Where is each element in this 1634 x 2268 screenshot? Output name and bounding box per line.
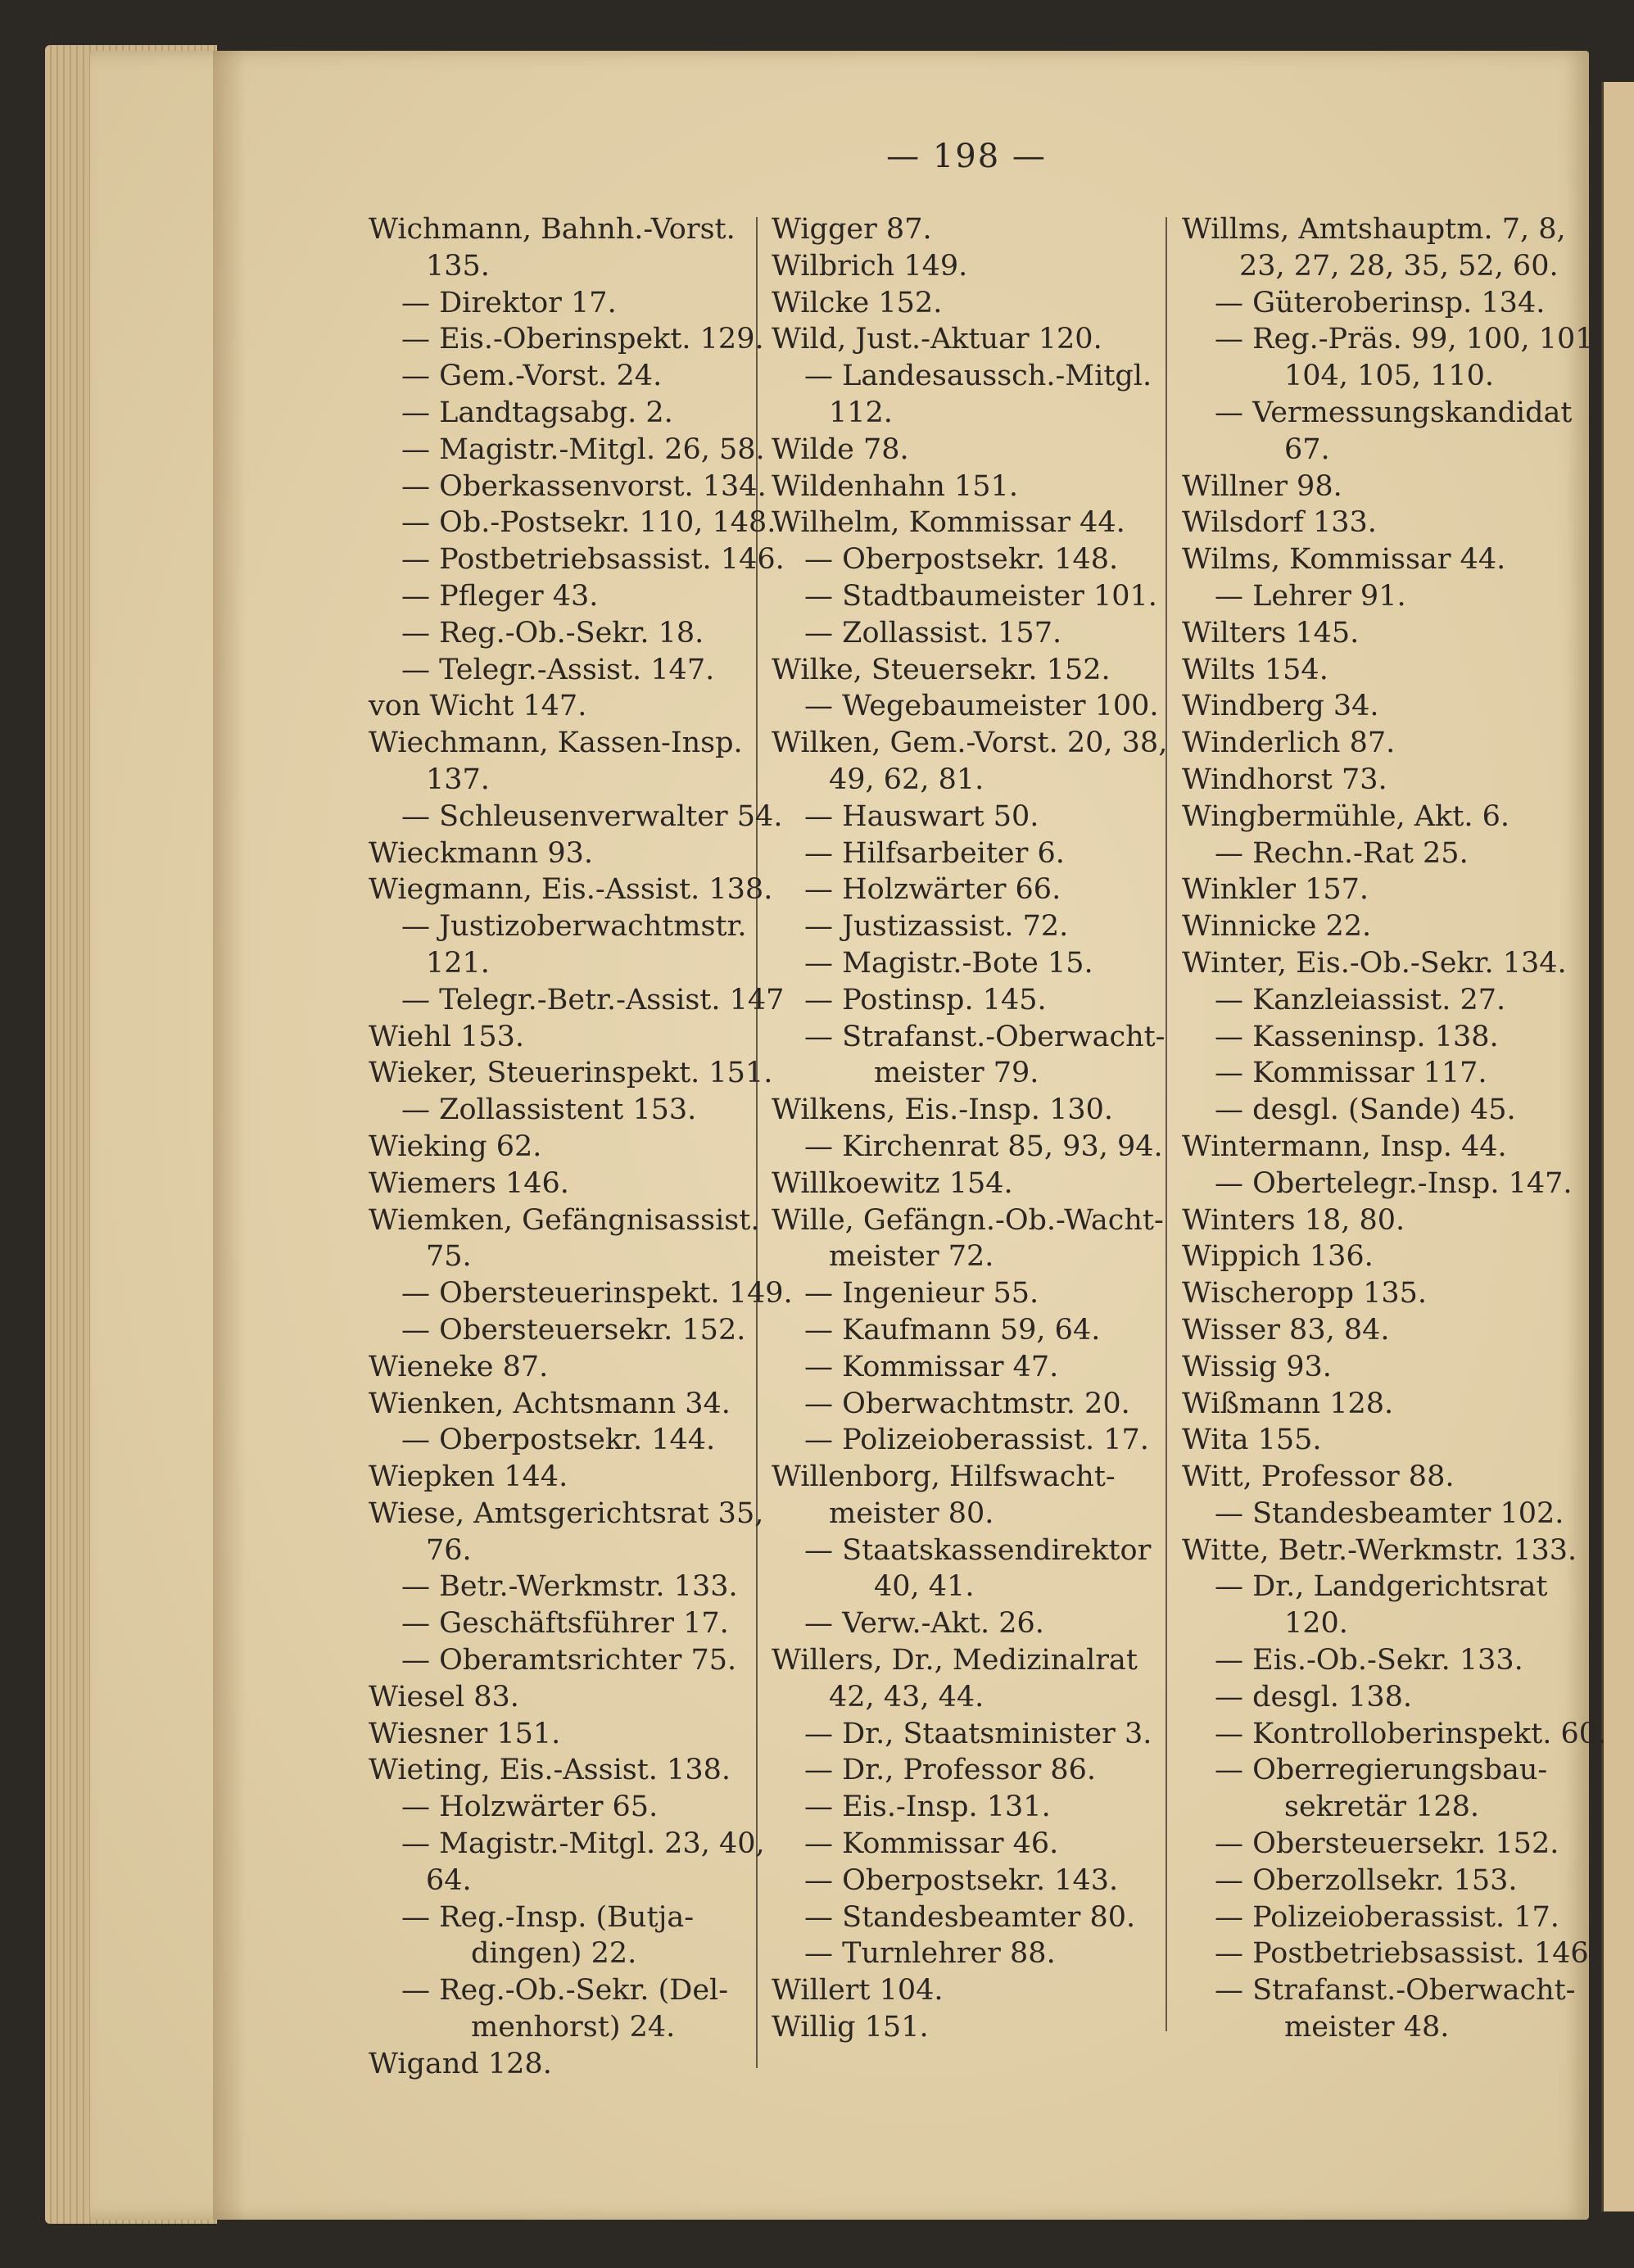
index-entry: Windberg 34. bbox=[1182, 690, 1379, 723]
index-entry: Wienken, Achtsmann 34. bbox=[369, 1387, 731, 1420]
index-subentry: — Verw.-Akt. 26. bbox=[804, 1607, 1044, 1641]
index-subentry: — Polizeioberassist. 17. bbox=[804, 1424, 1149, 1457]
index-subentry: — Zollassist. 157. bbox=[804, 616, 1062, 650]
index-subentry: — Vermessungskandidat bbox=[1215, 396, 1573, 429]
index-entry: Winkler 157. bbox=[1182, 873, 1369, 907]
index-subentry: — Oberwachtmstr. 20. bbox=[804, 1387, 1130, 1420]
index-entry: Wieting, Eis.-Assist. 138. bbox=[369, 1754, 731, 1787]
index-subentry: — Staatskassendirektor bbox=[804, 1533, 1152, 1567]
index-subentry: — Kanzleiassist. 27. bbox=[1215, 983, 1506, 1016]
index-subentry: — Oberpostsekr. 148. bbox=[804, 543, 1119, 577]
index-subentry: — Obersteuersekr. 152. bbox=[1215, 1827, 1559, 1861]
index-entry: Wichmann, Bahnh.-Vorst. bbox=[369, 213, 736, 246]
index-entry: Wingbermühle, Akt. 6. bbox=[1182, 799, 1510, 833]
index-entry: Wippich 136. bbox=[1182, 1240, 1374, 1274]
index-subentry: — Reg.-Ob.-Sekr. 18. bbox=[401, 616, 704, 650]
index-entry: Winnicke 22. bbox=[1182, 910, 1372, 944]
index-entry: Willenborg, Hilfswacht- bbox=[772, 1460, 1116, 1494]
index-entry: Winderlich 87. bbox=[1182, 727, 1396, 760]
index-entry: Windhorst 73. bbox=[1182, 763, 1387, 796]
index-continuation: sekretär 128. bbox=[1284, 1790, 1480, 1824]
index-subentry: — Oberamtsrichter 75. bbox=[401, 1644, 737, 1677]
index-subentry: — Landtagsabg. 2. bbox=[401, 396, 673, 429]
index-subentry: — Kontrolloberinspekt. 60. bbox=[1215, 1717, 1607, 1750]
index-entry: Wilhelm, Kommissar 44. bbox=[772, 506, 1125, 540]
index-entry: Wildenhahn 151. bbox=[772, 469, 1018, 503]
index-subentry: — desgl. (Sande) 45. bbox=[1215, 1093, 1516, 1127]
index-subentry: — Strafanst.-Oberwacht- bbox=[1215, 1974, 1576, 2008]
index-entry: Wintermann, Insp. 44. bbox=[1182, 1129, 1507, 1163]
index-subentry: — Oberkassenvorst. 134. bbox=[401, 469, 767, 503]
index-subentry: — Holzwärter 65. bbox=[401, 1790, 659, 1824]
index-subentry: — Oberregierungsbau- bbox=[1215, 1754, 1548, 1787]
index-subentry: — Wegebaumeister 100. bbox=[804, 690, 1159, 723]
index-continuation: dingen) 22. bbox=[471, 1937, 637, 1971]
index-subentry: — Kirchenrat 85, 93, 94. bbox=[804, 1129, 1163, 1163]
index-subentry: — Dr., Professor 86. bbox=[804, 1754, 1096, 1787]
index-entry: Willers, Dr., Medizinalrat bbox=[772, 1644, 1138, 1677]
page-number: — 198 — bbox=[886, 138, 1047, 175]
index-entry: Wiesel 83. bbox=[369, 1680, 519, 1713]
index-entry: Wieker, Steuerinspekt. 151. bbox=[369, 1057, 773, 1090]
index-subentry: — Güteroberinsp. 134. bbox=[1215, 286, 1546, 319]
index-subentry: — Dr., Staatsminister 3. bbox=[804, 1717, 1152, 1750]
index-entry: Willkoewitz 154. bbox=[772, 1166, 1013, 1200]
index-continuation: 64. bbox=[426, 1863, 472, 1897]
index-entry: Wieking 62. bbox=[369, 1129, 542, 1163]
index-entry: Willert 104. bbox=[772, 1974, 944, 2008]
index-subentry: — Oberpostsekr. 144. bbox=[401, 1424, 716, 1457]
index-subentry: — Schleusenverwalter 54. bbox=[401, 799, 783, 833]
index-subentry: — Kasseninsp. 138. bbox=[1215, 1020, 1499, 1053]
index-continuation: 112. bbox=[829, 396, 893, 429]
index-subentry: — Magistr.-Mitgl. 23, 40, bbox=[401, 1827, 765, 1861]
index-subentry: — Betr.-Werkmstr. 133. bbox=[401, 1570, 738, 1604]
index-subentry: — Postinsp. 145. bbox=[804, 983, 1047, 1016]
index-subentry: — Reg.-Präs. 99, 100, 101, bbox=[1215, 323, 1603, 356]
index-subentry: — Kaufmann 59, 64. bbox=[804, 1313, 1101, 1347]
index-subentry: — Kommissar 117. bbox=[1215, 1057, 1487, 1090]
index-continuation: meister 72. bbox=[829, 1240, 994, 1274]
index-subentry: — Oberzollsekr. 153. bbox=[1215, 1863, 1518, 1897]
index-entry: Wiechmann, Kassen-Insp. bbox=[369, 727, 743, 760]
index-subentry: — Holzwärter 66. bbox=[804, 873, 1061, 907]
index-subentry: — Geschäftsführer 17. bbox=[401, 1607, 729, 1641]
index-entry: Wilts 154. bbox=[1182, 653, 1328, 686]
index-entry: Wiepken 144. bbox=[369, 1460, 568, 1494]
index-continuation: 76. bbox=[426, 1533, 472, 1567]
index-column-2 bbox=[772, 211, 1173, 2046]
index-subentry: — Pfleger 43. bbox=[401, 579, 599, 613]
index-continuation: meister 48. bbox=[1284, 2011, 1450, 2044]
index-entry: Wilke, Steuersekr. 152. bbox=[772, 653, 1111, 686]
index-subentry: — Eis.-Oberinspekt. 129. bbox=[401, 323, 764, 356]
index-subentry: — Gem.-Vorst. 24. bbox=[401, 360, 663, 393]
index-continuation: 67. bbox=[1284, 432, 1330, 466]
index-entry: Wild, Just.-Aktuar 120. bbox=[772, 323, 1102, 356]
index-continuation: 75. bbox=[426, 1240, 472, 1274]
index-subentry: — Telegr.-Assist. 147. bbox=[401, 653, 715, 686]
index-subentry: — Stadtbaumeister 101. bbox=[804, 579, 1157, 613]
index-entry: Wisser 83, 84. bbox=[1182, 1313, 1390, 1347]
index-continuation: 42, 43, 44. bbox=[829, 1680, 984, 1713]
index-subentry: — Postbetriebsassist. 146. bbox=[401, 543, 785, 577]
index-column-3 bbox=[1182, 211, 1607, 2046]
index-subentry: — Obersteuerinspekt. 149. bbox=[401, 1277, 793, 1311]
index-continuation: menhorst) 24. bbox=[471, 2011, 676, 2044]
index-subentry: — Eis.-Insp. 131. bbox=[804, 1790, 1051, 1824]
index-subentry: — Eis.-Ob.-Sekr. 133. bbox=[1215, 1644, 1523, 1677]
index-continuation: 121. bbox=[426, 946, 490, 980]
index-entry: Wißmann 128. bbox=[1182, 1387, 1394, 1420]
index-subentry: — Standesbeamter 80. bbox=[804, 1900, 1136, 1934]
index-column-1 bbox=[369, 211, 793, 2083]
index-subentry: — Telegr.-Betr.-Assist. 147 bbox=[401, 983, 785, 1016]
index-continuation: meister 79. bbox=[874, 1057, 1039, 1090]
index-subentry: — Postbetriebsassist. 146. bbox=[1215, 1937, 1598, 1971]
index-entry: Willms, Amtshauptm. 7, 8, bbox=[1182, 213, 1566, 246]
index-subentry: — Hilfsarbeiter 6. bbox=[804, 836, 1065, 870]
index-subentry: — Magistr.-Mitgl. 26, 58. bbox=[401, 432, 765, 466]
index-continuation: 137. bbox=[426, 763, 490, 796]
index-entry: Winters 18, 80. bbox=[1182, 1203, 1405, 1237]
binding-shadow bbox=[213, 51, 246, 2220]
index-entry: Wita 155. bbox=[1182, 1424, 1322, 1457]
index-entry: Wiesner 151. bbox=[369, 1717, 561, 1750]
index-continuation: 135. bbox=[426, 249, 490, 283]
index-entry: Wischeropp 135. bbox=[1182, 1277, 1428, 1311]
index-subentry: — Strafanst.-Oberwacht- bbox=[804, 1020, 1166, 1053]
index-entry: Wilms, Kommissar 44. bbox=[1182, 543, 1506, 577]
index-subentry: — Reg.-Ob.-Sekr. (Del- bbox=[401, 1974, 729, 2008]
index-entry: Wieneke 87. bbox=[369, 1350, 549, 1383]
index-subentry: — Reg.-Insp. (Butja- bbox=[401, 1900, 695, 1934]
index-subentry: — Magistr.-Bote 15. bbox=[804, 946, 1093, 980]
index-subentry: — Landesaussch.-Mitgl. bbox=[804, 360, 1152, 393]
index-continuation: 104, 105, 110. bbox=[1284, 360, 1495, 393]
index-subentry: — Ob.-Postsekr. 110, 148. bbox=[401, 506, 776, 540]
index-entry: Willner 98. bbox=[1182, 469, 1342, 503]
index-subentry: — Hauswart 50. bbox=[804, 799, 1039, 833]
index-subentry: — Kommissar 47. bbox=[804, 1350, 1059, 1383]
index-entry: Wiemers 146. bbox=[369, 1166, 569, 1200]
index-continuation: 120. bbox=[1284, 1607, 1348, 1641]
index-entry: Witte, Betr.-Werkmstr. 133. bbox=[1182, 1533, 1577, 1567]
index-subentry: — Turnlehrer 88. bbox=[804, 1937, 1056, 1971]
index-entry: Wiese, Amtsgerichtsrat 35, bbox=[369, 1496, 764, 1530]
index-entry: Wiegmann, Eis.-Assist. 138. bbox=[369, 873, 773, 907]
index-subentry: — desgl. 138. bbox=[1215, 1680, 1412, 1713]
index-entry: Wilsdorf 133. bbox=[1182, 506, 1377, 540]
index-subentry: — Direktor 17. bbox=[401, 286, 617, 319]
index-entry: Witt, Professor 88. bbox=[1182, 1460, 1455, 1494]
index-entry: Wissig 93. bbox=[1182, 1350, 1332, 1383]
index-entry: Winter, Eis.-Ob.-Sekr. 134. bbox=[1182, 946, 1567, 980]
index-subentry: — Lehrer 91. bbox=[1215, 579, 1406, 613]
index-subentry: — Zollassistent 153. bbox=[401, 1093, 697, 1127]
index-continuation: 40, 41. bbox=[874, 1570, 975, 1604]
index-entry: Wilbrich 149. bbox=[772, 249, 968, 283]
index-entry: Willig 151. bbox=[772, 2011, 929, 2044]
index-subentry: — Standesbeamter 102. bbox=[1215, 1496, 1564, 1530]
index-subentry: — Justizassist. 72. bbox=[804, 910, 1069, 944]
index-continuation: meister 80. bbox=[829, 1496, 994, 1530]
index-entry: Wigand 128. bbox=[369, 2047, 552, 2080]
index-subentry: — Obertelegr.-Insp. 147. bbox=[1215, 1166, 1573, 1200]
index-subentry: — Oberpostsekr. 143. bbox=[804, 1863, 1119, 1897]
index-entry: von Wicht 147. bbox=[369, 690, 587, 723]
adjacent-page-edge bbox=[1601, 82, 1634, 2211]
index-entry: Wigger 87. bbox=[772, 213, 932, 246]
index-entry: Wilde 78. bbox=[772, 432, 909, 466]
index-continuation: 49, 62, 81. bbox=[829, 763, 984, 796]
index-entry: Wilkens, Eis.-Insp. 130. bbox=[772, 1093, 1113, 1127]
index-entry: Wille, Gefängn.-Ob.-Wacht- bbox=[772, 1203, 1164, 1237]
index-entry: Wiemken, Gefängnisassist. bbox=[369, 1203, 760, 1237]
index-subentry: — Kommissar 46. bbox=[804, 1827, 1059, 1861]
index-subentry: — Obersteuersekr. 152. bbox=[401, 1313, 746, 1347]
index-entry: Wiehl 153. bbox=[369, 1020, 525, 1053]
index-entry: Wieckmann 93. bbox=[369, 836, 594, 870]
index-subentry: — Polizeioberassist. 17. bbox=[1215, 1900, 1559, 1934]
index-subentry: — Ingenieur 55. bbox=[804, 1277, 1039, 1311]
index-continuation: 23, 27, 28, 35, 52, 60. bbox=[1239, 249, 1559, 283]
index-subentry: — Rechn.-Rat 25. bbox=[1215, 836, 1469, 870]
index-entry: Wilken, Gem.-Vorst. 20, 38, bbox=[772, 727, 1168, 760]
index-subentry: — Dr., Landgerichtsrat bbox=[1215, 1570, 1548, 1604]
index-entry: Wilcke 152. bbox=[772, 286, 943, 319]
index-entry: Wilters 145. bbox=[1182, 616, 1360, 650]
index-subentry: — Justizoberwachtmstr. bbox=[401, 910, 747, 944]
